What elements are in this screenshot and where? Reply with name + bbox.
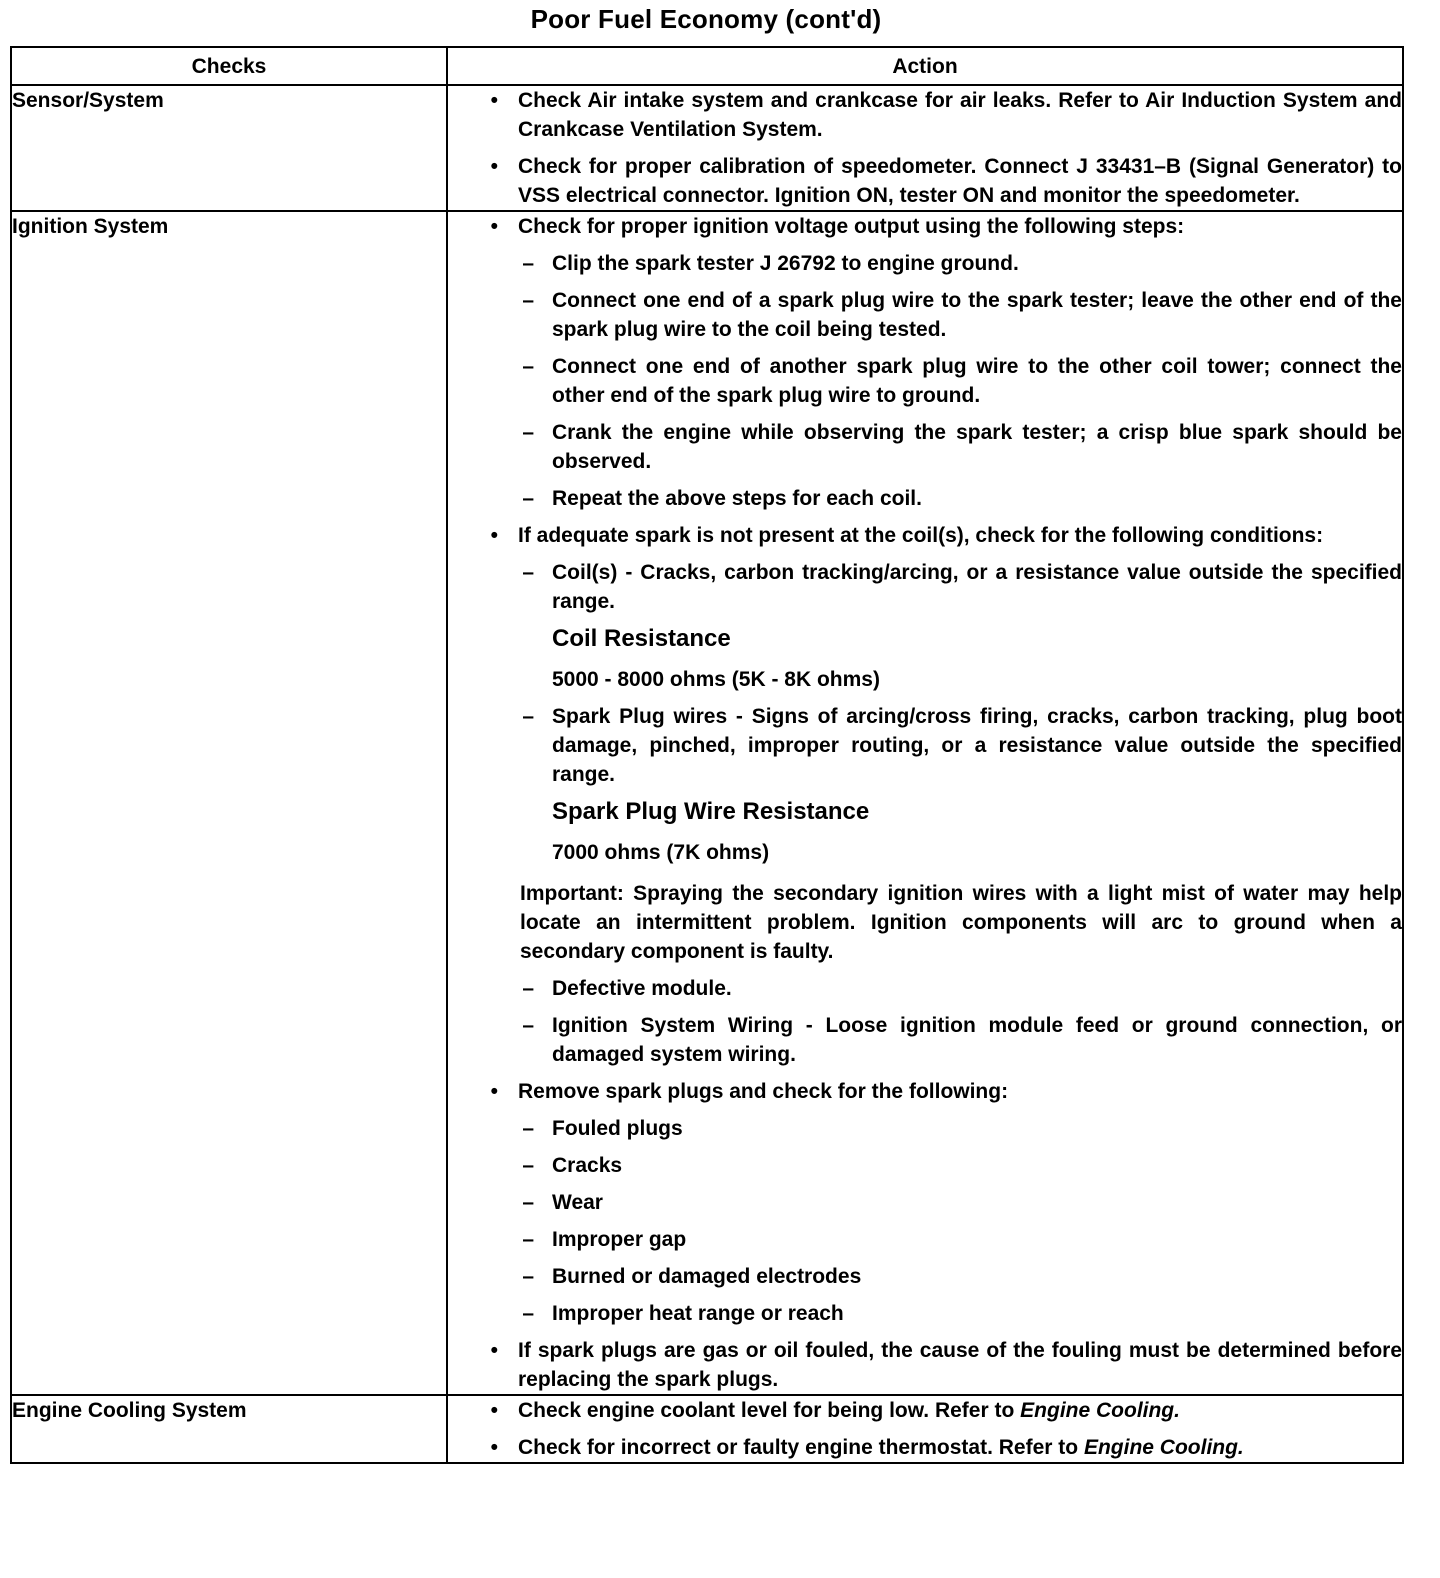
dash-glyph: – xyxy=(522,289,534,312)
dash-glyph: – xyxy=(522,1191,534,1214)
sub-list-item-text: Cracks xyxy=(552,1154,623,1177)
bullet-glyph: • xyxy=(490,524,498,547)
sub-list-item xyxy=(448,1188,1402,1217)
sub-list-item-text: Clip the spark tester J 26792 to engine ground. xyxy=(552,252,1019,275)
list-item-text-main: Check engine coolant level for being low. Refer to xyxy=(518,1399,1021,1422)
list-item xyxy=(448,86,1402,144)
engine-cooling-reference: Engine Cooling. xyxy=(1083,1436,1244,1459)
sub-list-item-text: Coil(s) - Cracks, carbon tracking/arcing, or a resistance value outside the specified range. xyxy=(552,561,1402,613)
sub-list-item xyxy=(448,249,1402,278)
important-label: Important: xyxy=(520,882,624,905)
bullet-glyph: • xyxy=(490,155,498,178)
dash-glyph: – xyxy=(522,421,534,444)
check-cell-engine-cooling-system: Engine Cooling System xyxy=(11,1395,447,1463)
wire-resistance-heading: Spark Plug Wire Resistance xyxy=(552,798,870,825)
sub-list-item-text: Connect one end of another spark plug wire to the other coil tower; connect the other end of the spark plug wire to ground. xyxy=(552,355,1402,407)
list-item-text xyxy=(518,1396,1402,1425)
column-header-checks: Checks xyxy=(11,47,447,85)
sub-list-item-text: Connect one end of a spark plug wire to the spark tester; leave the other end of the spark plug wire to the coil being tested. xyxy=(552,289,1402,341)
list-item xyxy=(448,1396,1402,1425)
bullet-glyph: • xyxy=(490,1399,498,1422)
coil-resistance-value: 5000 - 8000 ohms (5K - 8K ohms) xyxy=(552,668,880,691)
sub-list-item xyxy=(448,286,1402,344)
list-item xyxy=(448,521,1402,550)
dash-glyph: – xyxy=(522,561,534,584)
sub-list-item-text: Improper heat range or reach xyxy=(552,1302,844,1325)
bullet-glyph: • xyxy=(490,1339,498,1362)
list-item xyxy=(448,212,1402,241)
table-header-row xyxy=(11,47,1403,85)
sub-list-item-text: Repeat the above steps for each coil. xyxy=(552,487,922,510)
dash-glyph: – xyxy=(522,1265,534,1288)
sub-list-item-text: Defective module. xyxy=(552,977,732,1000)
check-cell-ignition-system: Ignition System xyxy=(11,211,447,1395)
sub-list-item xyxy=(448,1114,1402,1143)
sub-list-item-text: Wear xyxy=(552,1191,603,1214)
list-item-text: If spark plugs are gas or oil fouled, the cause of the fouling must be determined before replacing the spark plugs. xyxy=(518,1339,1402,1391)
dash-glyph: – xyxy=(522,1117,534,1140)
check-cell-sensor-system: Sensor/System xyxy=(11,85,447,211)
dash-glyph: – xyxy=(522,355,534,378)
bullet-glyph: • xyxy=(490,215,498,238)
dash-glyph: – xyxy=(522,705,534,728)
sub-list-item xyxy=(448,484,1402,513)
sub-list-item xyxy=(448,702,1402,789)
sub-list-item xyxy=(448,558,1402,616)
coil-resistance-heading: Coil Resistance xyxy=(552,625,731,652)
important-note xyxy=(520,879,1402,966)
sub-list-item xyxy=(448,1011,1402,1069)
column-header-action: Action xyxy=(447,47,1403,85)
dash-glyph: – xyxy=(522,1154,534,1177)
sub-list-item xyxy=(448,418,1402,476)
action-cell-ignition-system xyxy=(447,211,1403,1395)
sub-list-item-text: Improper gap xyxy=(552,1228,687,1251)
sub-list-item xyxy=(448,352,1402,410)
list-item-text: Check for proper calibration of speedometer. Connect J 33431–B (Signal Generator) to VSS electrical connector. Ignition ON, tester ON and monitor the speedometer. xyxy=(518,155,1402,207)
sub-list-item-text: Crank the engine while observing the spark tester; a crisp blue spark should be observed. xyxy=(552,421,1402,473)
sub-list-item-text: Spark Plug wires - Signs of arcing/cross firing, cracks, carbon tracking, plug boot damage, pinched, improper routing, or a resistance value outside the specified range. xyxy=(552,705,1402,786)
dash-glyph: – xyxy=(522,487,534,510)
action-cell-engine-cooling-system xyxy=(447,1395,1403,1463)
diagnostic-table xyxy=(10,46,1404,1464)
wire-resistance-value: 7000 ohms (7K ohms) xyxy=(552,841,770,864)
table-row xyxy=(11,211,1403,1395)
list-item-text: Check for proper ignition voltage output using the following steps: xyxy=(518,215,1185,238)
page-title: Poor Fuel Economy (cont'd) xyxy=(530,4,882,34)
list-item xyxy=(448,152,1402,210)
engine-cooling-reference: Engine Cooling. xyxy=(1020,1399,1180,1422)
bullet-glyph: • xyxy=(490,1080,498,1103)
bullet-glyph: • xyxy=(490,1436,498,1459)
action-cell-sensor-system xyxy=(447,85,1403,211)
list-item xyxy=(448,1077,1402,1106)
dash-glyph: – xyxy=(522,252,534,275)
dash-glyph: – xyxy=(522,1228,534,1251)
sub-list-item xyxy=(448,1225,1402,1254)
dash-glyph: – xyxy=(522,1302,534,1325)
sub-list-item xyxy=(448,974,1402,1003)
list-item-text xyxy=(518,1433,1402,1462)
dash-glyph: – xyxy=(522,977,534,1000)
table-row xyxy=(11,1395,1403,1463)
sub-list-item-text: Burned or damaged electrodes xyxy=(552,1265,862,1288)
list-item xyxy=(448,1336,1402,1394)
list-item-text-main: Check for incorrect or faulty engine thermostat. Refer to xyxy=(518,1436,1084,1459)
sub-list-item-text: Fouled plugs xyxy=(552,1117,683,1140)
table-row xyxy=(11,85,1403,211)
list-item-text: If adequate spark is not present at the coil(s), check for the following conditions: xyxy=(518,524,1324,547)
list-item xyxy=(448,1433,1402,1462)
list-item-text: Check Air intake system and crankcase for air leaks. Refer to Air Induction System and Crankcase Ventilation System. xyxy=(518,89,1402,141)
important-text: Spraying the secondary ignition wires with a light mist of water may help locate an intermittent problem. Ignition components will arc to ground when a secondary component is faulty. xyxy=(520,882,1402,963)
sub-list-item-text: Ignition System Wiring - Loose ignition module feed or ground connection, or damaged system wiring. xyxy=(552,1014,1402,1066)
sub-list-item xyxy=(448,1299,1402,1328)
bullet-glyph: • xyxy=(490,89,498,112)
sub-list-item xyxy=(448,1262,1402,1291)
sub-list-item xyxy=(448,1151,1402,1180)
list-item-text: Remove spark plugs and check for the following: xyxy=(518,1080,1009,1103)
dash-glyph: – xyxy=(522,1014,534,1037)
